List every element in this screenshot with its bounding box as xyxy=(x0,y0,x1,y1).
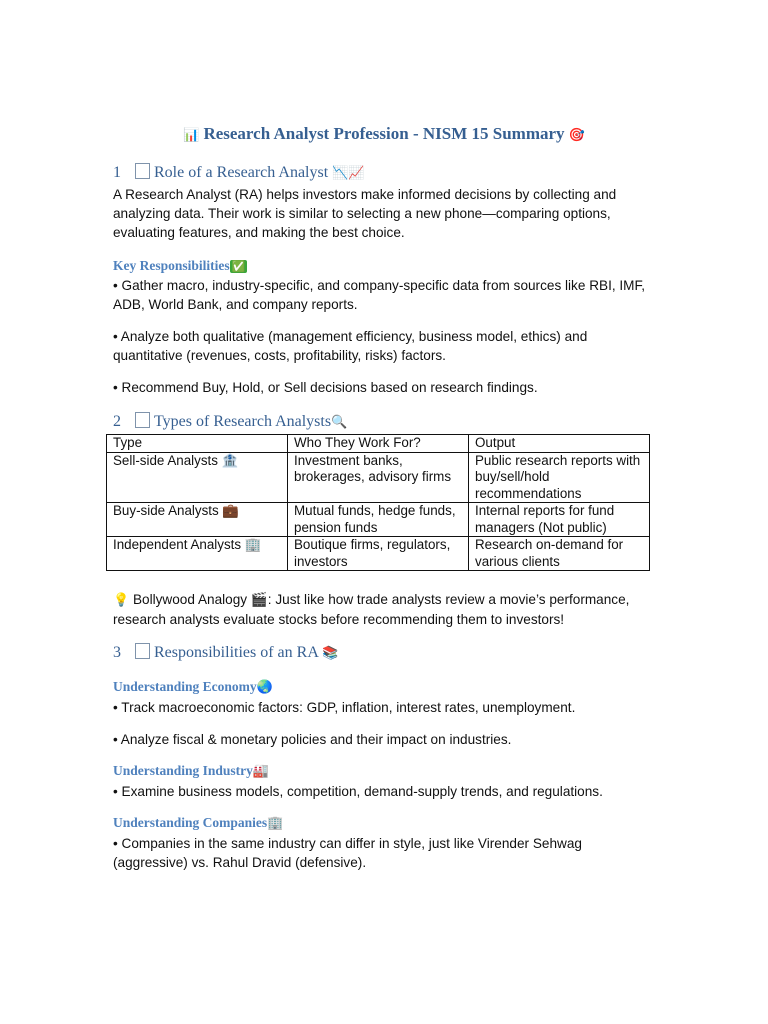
table-cell: Investment banks, brokerages, advisory firms xyxy=(288,452,469,503)
table-row xyxy=(107,537,650,571)
bullet-item: • Gather macro, industry-specific, and company-specific data from sources like RBI, IMF, ADB, World Bank, and company reports. xyxy=(113,278,646,312)
bullet-item: • Companies in the same industry can differ in style, just like Virender Sehwag (aggressive) vs. Rahul Dravid (defensive). xyxy=(113,836,582,870)
checkbox-glyph-icon xyxy=(135,643,150,659)
section-3-heading xyxy=(113,643,338,662)
understanding-economy-heading xyxy=(113,679,273,695)
subheading-text: Understanding Industry xyxy=(113,763,253,778)
table-header-cell: Type xyxy=(107,435,288,453)
check-mark-icon: ✅ xyxy=(231,260,246,273)
section-2-heading xyxy=(113,412,347,431)
analyst-types-table xyxy=(106,434,650,571)
table-cell: Mutual funds, hedge funds, pension funds xyxy=(288,503,469,537)
subheading-text: Understanding Economy xyxy=(113,679,257,694)
table-cell: Research on-demand for various clients xyxy=(469,537,650,571)
magnifier-icon: 🔍 xyxy=(331,415,348,430)
table-cell: Public research reports with buy/sell/hold recommendations xyxy=(469,452,650,503)
section-number: 1 xyxy=(113,164,121,181)
section-number: 3 xyxy=(113,644,121,661)
light-bulb-icon: 💡 xyxy=(113,593,130,608)
understanding-companies-heading xyxy=(113,815,283,831)
table-cell: Buy-side Analysts 💼 xyxy=(107,503,288,537)
subheading-text: Key Responsibilities xyxy=(113,258,230,273)
table-cell: Boutique firms, regulators, investors xyxy=(288,537,469,571)
section-number: 2 xyxy=(113,413,121,430)
understanding-industry-heading xyxy=(113,763,269,779)
checkbox-glyph-icon xyxy=(135,163,150,179)
bullet-item: • Recommend Buy, Hold, or Sell decisions based on research findings. xyxy=(113,380,538,395)
section-title: Role of a Research Analyst xyxy=(154,164,329,181)
books-icon: 📚 xyxy=(322,646,339,661)
chart-trend-icon: 📉📈 xyxy=(332,166,365,181)
bullet-item: • Analyze fiscal & monetary policies and their impact on industries. xyxy=(113,732,512,747)
section-title: Responsibilities of an RA xyxy=(154,644,318,661)
table-header-cell: Who They Work For? xyxy=(288,435,469,453)
checkbox-glyph-icon xyxy=(135,412,150,428)
globe-icon: 🌏 xyxy=(256,680,273,695)
page-title xyxy=(0,124,768,144)
section-title: Types of Research Analysts xyxy=(154,413,332,430)
bullet-item: • Track macroeconomic factors: GDP, inflation, interest rates, unemployment. xyxy=(113,700,576,715)
key-responsibilities-heading xyxy=(113,258,247,274)
target-icon: 🎯 xyxy=(568,128,585,143)
bullet-item: • Analyze both qualitative (management efficiency, business model, ethics) and quantitative (revenues, costs, profitability, risks) factors. xyxy=(113,329,588,363)
table-cell: Sell-side Analysts 🏦 xyxy=(107,452,288,503)
table-row xyxy=(107,503,650,537)
bollywood-analogy xyxy=(113,590,658,629)
table-header-row xyxy=(107,435,650,453)
table-cell: Independent Analysts 🏢 xyxy=(107,537,288,571)
section-1-intro: A Research Analyst (RA) helps investors make informed decisions by collecting and analyzing data. Their work is similar to selecting a new phone—comparing options, evaluating features, and making the best choice. xyxy=(113,187,617,240)
table-row xyxy=(107,452,650,503)
page-title-text: Research Analyst Profession - NISM 15 Summary xyxy=(203,124,565,143)
table-header-cell: Output xyxy=(469,435,650,453)
analogy-text: Bollywood Analogy 🎬: Just like how trade analysts review a movie’s performance, research analysts evaluate stocks before recommending them to investors! xyxy=(113,592,630,627)
bullet-item: • Examine business models, competition, demand-supply trends, and regulations. xyxy=(113,784,603,799)
office-building-icon: 🏢 xyxy=(267,816,284,831)
subheading-text: Understanding Companies xyxy=(113,815,268,830)
bar-chart-icon: 📊 xyxy=(183,128,200,143)
factory-icon: 🏭 xyxy=(252,764,270,779)
table-cell: Internal reports for fund managers (Not public) xyxy=(469,503,650,537)
section-1-heading xyxy=(113,163,365,182)
